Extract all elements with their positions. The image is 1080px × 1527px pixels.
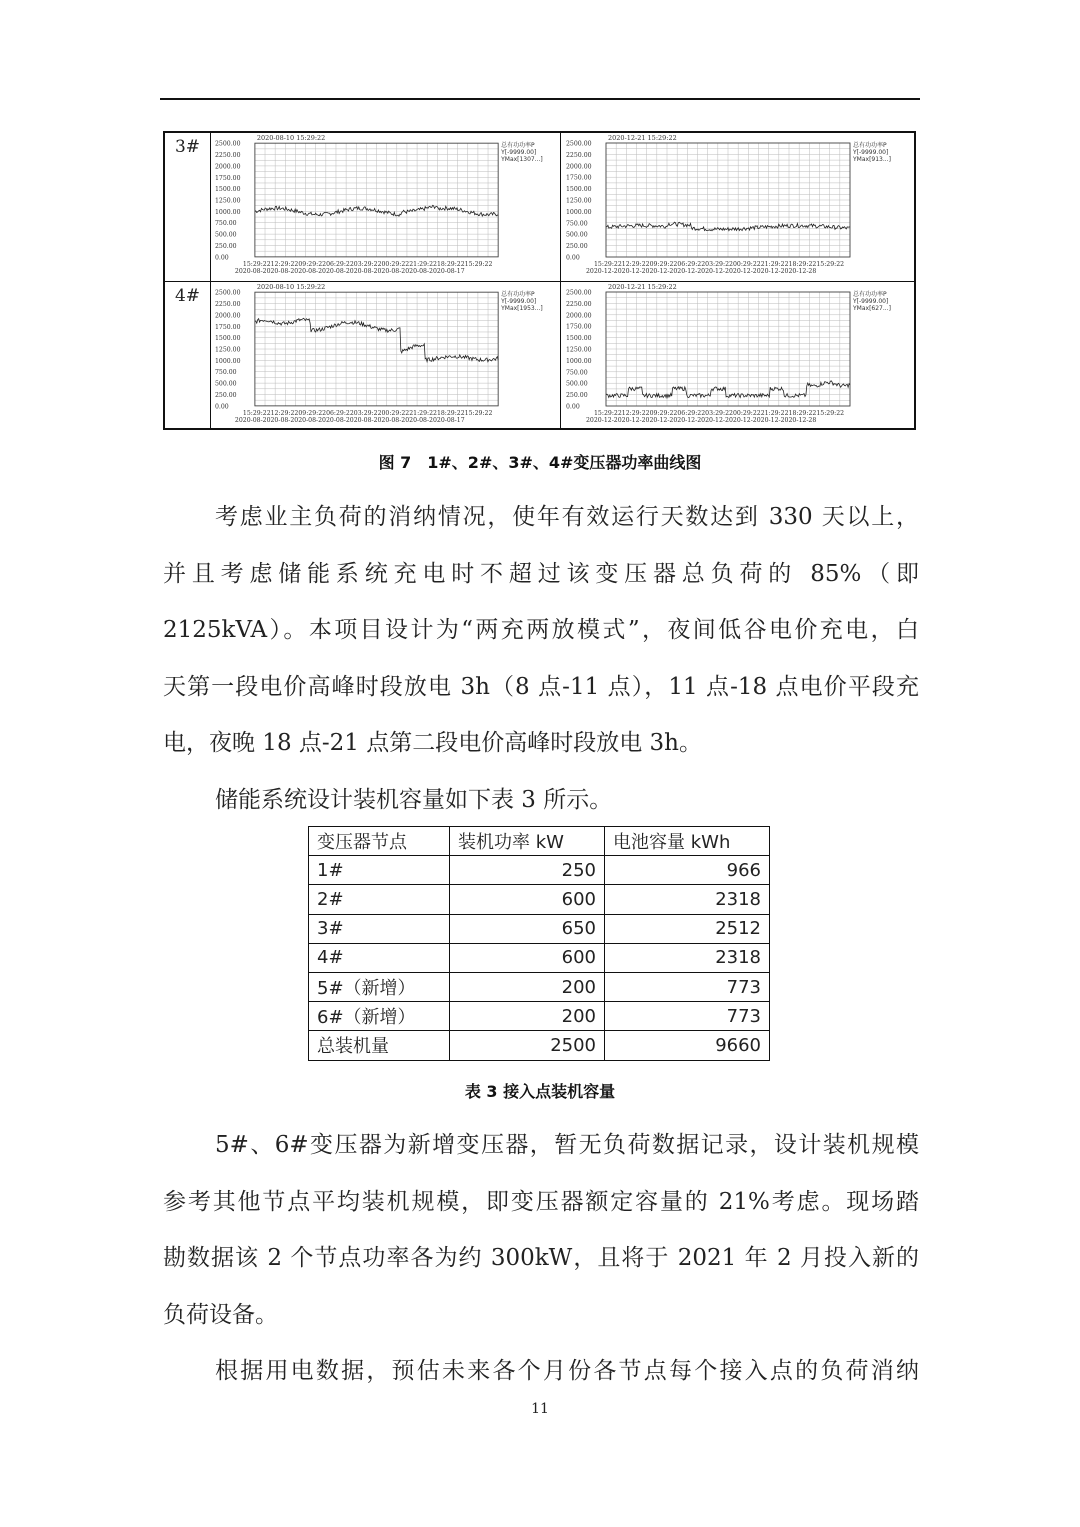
y-tick-label: 250.00 bbox=[566, 392, 588, 400]
text-line: 负荷设备。 bbox=[163, 1301, 278, 1328]
y-tick-label: 1500.00 bbox=[566, 186, 592, 194]
table-cell: 5#（新增） bbox=[309, 972, 450, 1001]
y-tick-label: 250.00 bbox=[214, 391, 237, 399]
table-cell: 200 bbox=[450, 972, 605, 1001]
chart-panel-3-dec bbox=[564, 133, 912, 281]
chart-panel-3-aug bbox=[213, 133, 561, 281]
chart-date: 2020-08-10 15:29:22 bbox=[256, 134, 326, 143]
table-cell: 773 bbox=[605, 972, 770, 1001]
table-row bbox=[309, 1002, 770, 1031]
y-tick-label: 750.00 bbox=[566, 220, 588, 228]
legend-text: 总有功功率P bbox=[853, 142, 887, 149]
y-tick-label: 1750.00 bbox=[566, 323, 592, 331]
y-tick-label: 1500.00 bbox=[566, 335, 592, 343]
y-tick-label: 2250.00 bbox=[566, 151, 592, 159]
y-tick-label: 2500.00 bbox=[214, 289, 241, 297]
text-line: 并且考虑储能系统充电时不超过该变压器总负荷的 85%（即 bbox=[163, 560, 919, 587]
y-tick-label: 750.00 bbox=[214, 369, 237, 377]
chart-panel-4-aug bbox=[213, 282, 561, 430]
table-cell: 773 bbox=[605, 1002, 770, 1031]
legend-text: YMax[1953...] bbox=[501, 305, 543, 313]
legend-text: YMax[1307...] bbox=[501, 156, 543, 164]
y-tick-label: 1500.00 bbox=[214, 335, 241, 343]
table-cell: 250 bbox=[450, 856, 605, 885]
y-tick-label: 250.00 bbox=[214, 242, 237, 250]
y-tick-label: 1000.00 bbox=[214, 208, 241, 216]
chart-date: 2020-08-10 15:29:22 bbox=[256, 283, 326, 292]
power-curve-chart bbox=[564, 133, 912, 281]
y-tick-label: 2000.00 bbox=[566, 312, 592, 320]
y-tick-label: 0.00 bbox=[214, 254, 229, 262]
table-cell: 6#（新增） bbox=[309, 1002, 450, 1031]
legend-text: YMax[627...] bbox=[853, 305, 891, 312]
text-line: 5#、6#变压器为新增变压器，暂无负荷数据记录，设计装机规模 bbox=[215, 1132, 919, 1158]
table-cell: 2# bbox=[309, 885, 450, 914]
table-row bbox=[309, 914, 770, 943]
table-cell: 966 bbox=[605, 856, 770, 885]
table-header: 电池容量 kWh bbox=[605, 827, 770, 856]
x-date-labels: 2020-08-2020-08-2020-08-2020-08-2020-08-2020-08-2020-08-2020-08-17 bbox=[234, 416, 465, 424]
y-tick-label: 1500.00 bbox=[214, 186, 241, 194]
legend-text: Y[-9999.00] bbox=[853, 298, 889, 305]
chart-date: 2020-12-21 15:29:22 bbox=[608, 134, 677, 142]
y-tick-label: 250.00 bbox=[566, 243, 588, 251]
y-tick-label: 1000.00 bbox=[214, 357, 241, 365]
table-cell: 2500 bbox=[450, 1031, 605, 1060]
y-tick-label: 500.00 bbox=[566, 380, 588, 388]
table-cell: 9660 bbox=[605, 1031, 770, 1060]
chart-date: 2020-12-21 15:29:22 bbox=[608, 283, 677, 291]
row-label: 4# bbox=[165, 282, 211, 430]
table-cell: 2512 bbox=[605, 914, 770, 943]
table-cell: 650 bbox=[450, 914, 605, 943]
y-tick-label: 0.00 bbox=[566, 403, 580, 411]
y-tick-label: 2000.00 bbox=[214, 312, 241, 320]
table-row bbox=[309, 856, 770, 885]
text-line: 勘数据该 2 个节点功率各为约 300kW，且将于 2021 年 2 月投入新的 bbox=[163, 1245, 919, 1271]
legend-text: 总有功功率P bbox=[853, 291, 887, 298]
paragraph-3 bbox=[163, 1117, 919, 1400]
table-row bbox=[309, 972, 770, 1001]
x-date-labels: 2020-12-2020-12-2020-12-2020-12-2020-12-2020-12-2020-12-2020-12-28 bbox=[586, 268, 817, 275]
y-tick-label: 500.00 bbox=[214, 231, 237, 239]
table-cell: 600 bbox=[450, 885, 605, 914]
text-line: 考虑业主负荷的消纳情况，使年有效运行天数达到 330 天以上， bbox=[215, 504, 919, 530]
x-tick-labels: 15:29:2212:29:2209:29:2206:29:2203:29:2200:29:2221:29:2218:29:2215:29:22 bbox=[594, 261, 845, 268]
x-date-labels: 2020-08-2020-08-2020-08-2020-08-2020-08-2020-08-2020-08-2020-08-17 bbox=[234, 267, 465, 275]
y-tick-label: 1750.00 bbox=[214, 323, 241, 331]
header-rule bbox=[160, 98, 920, 100]
table-header-row bbox=[309, 827, 770, 856]
y-tick-label: 2250.00 bbox=[214, 301, 241, 309]
y-tick-label: 2000.00 bbox=[214, 163, 241, 171]
power-curve-chart bbox=[213, 133, 560, 281]
y-tick-label: 2250.00 bbox=[214, 152, 241, 160]
y-tick-label: 1750.00 bbox=[566, 174, 592, 182]
y-tick-label: 500.00 bbox=[214, 380, 237, 388]
text-line: 2125kVA）。本项目设计为“两充两放模式”，夜间低谷电价充电，白 bbox=[163, 617, 919, 643]
table-cell: 2318 bbox=[605, 885, 770, 914]
x-tick-labels: 15:29:2212:29:2209:29:2206:29:2203:29:2200:29:2221:29:2218:29:2215:29:22 bbox=[242, 409, 493, 417]
y-tick-label: 2500.00 bbox=[214, 140, 241, 148]
x-date-labels: 2020-12-2020-12-2020-12-2020-12-2020-12-2020-12-2020-12-2020-12-28 bbox=[586, 417, 817, 424]
y-tick-label: 2000.00 bbox=[566, 163, 592, 171]
row-label: 3# bbox=[165, 133, 211, 281]
table-cell: 200 bbox=[450, 1002, 605, 1031]
table-cell: 600 bbox=[450, 943, 605, 972]
y-tick-label: 0.00 bbox=[566, 254, 580, 262]
text-line: 参考其他节点平均装机规模，即变压器额定容量的 21%考虑。现场踏 bbox=[163, 1188, 919, 1215]
power-curve-chart bbox=[213, 282, 560, 430]
y-tick-label: 1000.00 bbox=[566, 208, 592, 216]
y-tick-label: 1750.00 bbox=[214, 174, 241, 182]
table-cell: 总装机量 bbox=[309, 1031, 450, 1060]
table-cell: 3# bbox=[309, 914, 450, 943]
page-number: 11 bbox=[531, 1401, 549, 1417]
y-tick-label: 500.00 bbox=[566, 231, 588, 239]
y-tick-label: 2500.00 bbox=[566, 140, 592, 148]
y-tick-label: 750.00 bbox=[566, 369, 588, 377]
legend-text: Y[-9999.00] bbox=[501, 298, 537, 306]
figure-row-3 bbox=[165, 133, 914, 282]
figure-table bbox=[163, 131, 916, 430]
y-tick-label: 1250.00 bbox=[566, 197, 592, 205]
figure-caption: 图 7 1#、2#、3#、4#变压器功率曲线图 bbox=[378, 453, 702, 472]
table-cell: 2318 bbox=[605, 943, 770, 972]
y-tick-label: 1250.00 bbox=[214, 197, 241, 205]
text-line: 储能系统设计装机容量如下表 3 所示。 bbox=[215, 786, 613, 813]
y-tick-label: 1250.00 bbox=[566, 346, 592, 354]
paragraph-1 bbox=[163, 489, 919, 828]
power-curve-chart bbox=[564, 282, 912, 430]
text-line: 根据用电数据，预估未来各个月份各节点每个接入点的负荷消纳 bbox=[215, 1358, 919, 1384]
table-cell: 4# bbox=[309, 943, 450, 972]
y-tick-label: 0.00 bbox=[214, 403, 229, 411]
x-tick-labels: 15:29:2212:29:2209:29:2206:29:2203:29:2200:29:2221:29:2218:29:2215:29:22 bbox=[594, 410, 845, 417]
y-tick-label: 1000.00 bbox=[566, 357, 592, 365]
legend-text: 总有功功率P bbox=[501, 142, 535, 150]
capacity-table bbox=[308, 826, 770, 1061]
table-cell: 1# bbox=[309, 856, 450, 885]
y-tick-label: 2250.00 bbox=[566, 300, 592, 308]
table-caption: 表 3 接入点装机容量 bbox=[464, 1082, 616, 1101]
legend-text: Y[-9999.00] bbox=[853, 149, 889, 156]
legend-text: Y[-9999.00] bbox=[501, 149, 537, 157]
chart-panel-4-dec bbox=[564, 282, 912, 430]
table-header: 变压器节点 bbox=[309, 827, 450, 856]
legend-text: YMax[913...] bbox=[853, 156, 891, 163]
legend-text: 总有功功率P bbox=[501, 291, 535, 299]
y-tick-label: 1250.00 bbox=[214, 346, 241, 354]
table-header: 装机功率 kW bbox=[450, 827, 605, 856]
y-tick-label: 2500.00 bbox=[566, 289, 592, 297]
x-tick-labels: 15:29:2212:29:2209:29:2206:29:2203:29:2200:29:2221:29:2218:29:2215:29:22 bbox=[242, 260, 493, 268]
table-row bbox=[309, 943, 770, 972]
figure-row-4 bbox=[165, 282, 914, 430]
text-line: 电，夜晚 18 点-21 点第二段电价高峰时段放电 3h。 bbox=[163, 730, 702, 756]
table-row bbox=[309, 885, 770, 914]
table-row bbox=[309, 1031, 770, 1060]
y-tick-label: 750.00 bbox=[214, 220, 237, 228]
text-line: 天第一段电价高峰时段放电 3h（8 点-11 点），11 点-18 点电价平段充 bbox=[163, 673, 919, 700]
